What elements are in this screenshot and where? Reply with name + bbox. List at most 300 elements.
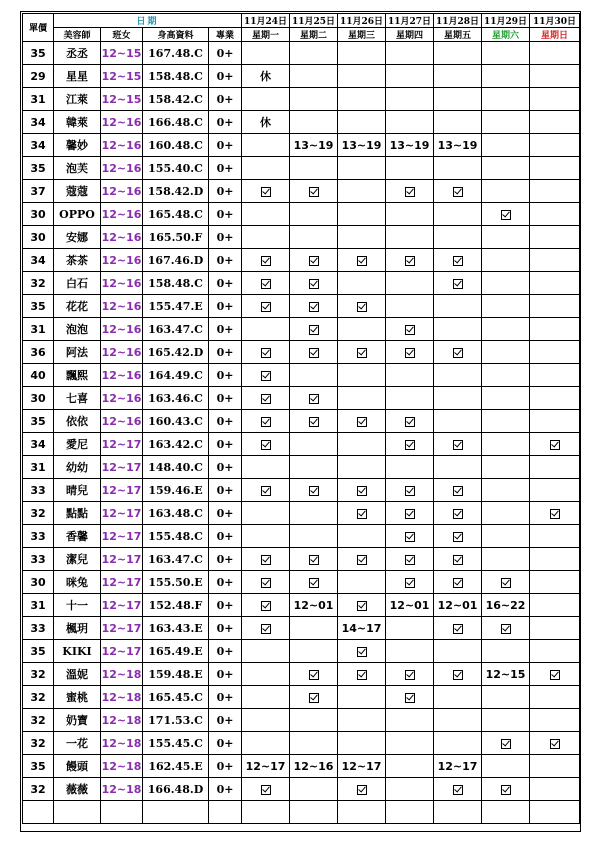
table-row (23, 203, 580, 226)
price-cell: 35 (23, 640, 54, 663)
check-box-icon (453, 486, 463, 496)
day-cell-sat (482, 502, 530, 525)
check-box-icon (357, 486, 367, 496)
day-cell-tue (290, 663, 338, 686)
height-cell: 165.45.C (143, 686, 209, 709)
height-cell: 162.45.E (143, 755, 209, 778)
height-cell: 165.42.D (143, 341, 209, 364)
specialty-cell: 0+ (209, 410, 242, 433)
check-box-icon (501, 785, 511, 795)
price-cell: 33 (23, 479, 54, 502)
table-row (23, 410, 580, 433)
height-cell: 163.43.E (143, 617, 209, 640)
day-cell-sat: 16~22 (482, 594, 530, 617)
day-cell-sun (530, 111, 580, 134)
day-cell-wed (338, 364, 386, 387)
class-cell: 12~16 (101, 341, 143, 364)
table-row (23, 617, 580, 640)
day-cell-mon: 12~17 (242, 755, 290, 778)
day-cell-fri (434, 525, 482, 548)
class-cell: 12~17 (101, 456, 143, 479)
day-cell-wed (338, 42, 386, 65)
day-cell-sat (482, 686, 530, 709)
class-cell: 12~17 (101, 640, 143, 663)
check-box-icon (405, 486, 415, 496)
height-cell: 152.48.F (143, 594, 209, 617)
table-row (23, 755, 580, 778)
day-cell-sat (482, 709, 530, 732)
table-row (23, 134, 580, 157)
stylist-name-cell (54, 801, 101, 824)
day-cell-mon (242, 594, 290, 617)
day-cell-thu (386, 456, 434, 479)
day-cell-mon (242, 548, 290, 571)
check-box-icon (453, 279, 463, 289)
stylist-name-cell: 江萊 (54, 88, 101, 111)
stylist-name-cell: 愛尼 (54, 433, 101, 456)
check-box-icon (550, 440, 560, 450)
class-cell (101, 801, 143, 824)
weekday-header-sun: 星期日 (530, 28, 580, 42)
table-row (23, 88, 580, 111)
day-cell-thu (386, 640, 434, 663)
price-cell: 32 (23, 663, 54, 686)
day-cell-mon (242, 479, 290, 502)
check-box-icon (357, 601, 367, 611)
day-cell-sat (482, 111, 530, 134)
date-header-mon: 11月24日 (242, 14, 290, 28)
day-cell-sat (482, 180, 530, 203)
class-cell: 12~16 (101, 134, 143, 157)
check-box-icon (550, 739, 560, 749)
day-cell-wed: 13~19 (338, 134, 386, 157)
class-cell: 12~16 (101, 295, 143, 318)
check-box-icon (405, 555, 415, 565)
day-cell-sun (530, 778, 580, 801)
class-cell: 12~16 (101, 249, 143, 272)
day-cell-tue (290, 571, 338, 594)
day-cell-thu (386, 479, 434, 502)
height-cell: 165.48.C (143, 203, 209, 226)
day-cell-tue (290, 433, 338, 456)
day-cell-mon (242, 571, 290, 594)
stylist-name-cell: 點點 (54, 502, 101, 525)
check-box-icon (405, 578, 415, 588)
day-cell-sun (530, 663, 580, 686)
day-cell-thu: 13~19 (386, 134, 434, 157)
table-row (23, 709, 580, 732)
day-cell-thu: 12~01 (386, 594, 434, 617)
day-cell-sun (530, 801, 580, 824)
table-row (23, 272, 580, 295)
table-row (23, 548, 580, 571)
table-row (23, 387, 580, 410)
day-cell-thu (386, 42, 434, 65)
day-cell-wed (338, 502, 386, 525)
check-box-icon (309, 555, 319, 565)
check-box-icon (453, 532, 463, 542)
check-box-icon (261, 578, 271, 588)
check-box-icon (453, 624, 463, 634)
price-cell: 31 (23, 456, 54, 479)
day-cell-sat (482, 157, 530, 180)
day-cell-wed (338, 295, 386, 318)
price-cell: 32 (23, 686, 54, 709)
price-cell: 35 (23, 410, 54, 433)
day-cell-sun (530, 341, 580, 364)
check-box-icon (453, 578, 463, 588)
stylist-name-cell: 香馨 (54, 525, 101, 548)
day-cell-thu (386, 801, 434, 824)
day-cell-sun (530, 203, 580, 226)
check-box-icon (405, 693, 415, 703)
day-cell-sun (530, 548, 580, 571)
day-cell-thu (386, 617, 434, 640)
stylist-name-cell: 白石 (54, 272, 101, 295)
day-cell-thu (386, 755, 434, 778)
day-cell-wed (338, 732, 386, 755)
day-cell-tue (290, 203, 338, 226)
height-cell: 163.46.C (143, 387, 209, 410)
schedule-body (23, 42, 580, 824)
day-cell-fri (434, 272, 482, 295)
day-cell-sun (530, 525, 580, 548)
day-cell-mon (242, 778, 290, 801)
height-cell: 155.47.E (143, 295, 209, 318)
day-cell-thu (386, 663, 434, 686)
day-cell-sat (482, 801, 530, 824)
specialty-cell: 0+ (209, 387, 242, 410)
day-cell-fri (434, 88, 482, 111)
check-box-icon (405, 348, 415, 358)
check-box-icon (453, 256, 463, 266)
day-cell-thu (386, 778, 434, 801)
day-cell-sun (530, 456, 580, 479)
stylist-name-cell: 饅頭 (54, 755, 101, 778)
day-cell-tue (290, 387, 338, 410)
table-row (23, 157, 580, 180)
day-cell-thu (386, 88, 434, 111)
class-cell: 12~17 (101, 594, 143, 617)
height-cell: 163.47.C (143, 318, 209, 341)
day-cell-mon (242, 663, 290, 686)
day-cell-sat (482, 732, 530, 755)
day-cell-fri: 12~17 (434, 755, 482, 778)
price-cell: 30 (23, 203, 54, 226)
height-cell: 159.48.E (143, 663, 209, 686)
check-box-icon (405, 256, 415, 266)
height-cell (143, 801, 209, 824)
date-header-thu: 11月27日 (386, 14, 434, 28)
class-cell: 12~17 (101, 571, 143, 594)
price-cell: 33 (23, 548, 54, 571)
day-cell-fri (434, 502, 482, 525)
day-cell-thu (386, 272, 434, 295)
day-cell-sat (482, 410, 530, 433)
date-header-tue: 11月25日 (290, 14, 338, 28)
specialty-cell: 0+ (209, 548, 242, 571)
check-box-icon (309, 578, 319, 588)
day-cell-fri (434, 433, 482, 456)
day-cell-wed (338, 686, 386, 709)
header-row-weekdays (23, 28, 580, 42)
day-cell-thu (386, 203, 434, 226)
day-cell-wed (338, 180, 386, 203)
day-cell-fri (434, 732, 482, 755)
price-cell: 35 (23, 42, 54, 65)
specialty-cell: 0+ (209, 88, 242, 111)
table-row (23, 341, 580, 364)
check-box-icon (309, 325, 319, 335)
specialty-cell (209, 801, 242, 824)
day-cell-sat (482, 295, 530, 318)
stylist-name-cell: 安娜 (54, 226, 101, 249)
check-box-icon (453, 348, 463, 358)
day-cell-sun (530, 410, 580, 433)
check-box-icon (309, 417, 319, 427)
day-cell-tue (290, 364, 338, 387)
class-cell: 12~18 (101, 755, 143, 778)
class-cell: 12~16 (101, 226, 143, 249)
day-cell-tue (290, 318, 338, 341)
price-cell: 30 (23, 571, 54, 594)
day-cell-sat (482, 640, 530, 663)
day-cell-sun (530, 272, 580, 295)
day-cell-wed (338, 387, 386, 410)
day-cell-wed (338, 433, 386, 456)
specialty-cell: 0+ (209, 272, 242, 295)
day-cell-fri (434, 364, 482, 387)
day-cell-wed (338, 318, 386, 341)
height-cell: 159.46.E (143, 479, 209, 502)
day-cell-wed (338, 157, 386, 180)
day-cell-fri (434, 456, 482, 479)
day-cell-tue: 12~16 (290, 755, 338, 778)
day-cell-fri (434, 203, 482, 226)
height-cell: 165.50.F (143, 226, 209, 249)
day-cell-sun (530, 755, 580, 778)
day-cell-tue (290, 778, 338, 801)
weekday-header-mon: 星期一 (242, 28, 290, 42)
day-cell-tue (290, 65, 338, 88)
day-cell-thu (386, 341, 434, 364)
check-box-icon (309, 486, 319, 496)
day-cell-thu (386, 525, 434, 548)
stylist-name-cell: 薇薇 (54, 778, 101, 801)
specialty-cell: 0+ (209, 295, 242, 318)
day-cell-sun (530, 295, 580, 318)
day-cell-sun (530, 433, 580, 456)
day-cell-tue (290, 180, 338, 203)
day-cell-thu (386, 548, 434, 571)
day-cell-thu (386, 571, 434, 594)
specialty-cell: 0+ (209, 433, 242, 456)
stylist-name-cell: 丞丞 (54, 42, 101, 65)
day-cell-sun (530, 42, 580, 65)
day-cell-tue (290, 479, 338, 502)
day-cell-sat (482, 778, 530, 801)
class-header: 班女 (101, 28, 143, 42)
day-cell-mon (242, 387, 290, 410)
check-box-icon (309, 693, 319, 703)
day-cell-mon (242, 617, 290, 640)
day-cell-sun (530, 640, 580, 663)
stylist-name-cell: KIKI (54, 640, 101, 663)
check-box-icon (550, 670, 560, 680)
check-box-icon (453, 440, 463, 450)
table-row (23, 456, 580, 479)
height-cell: 166.48.D (143, 778, 209, 801)
price-cell (23, 801, 54, 824)
price-cell: 36 (23, 341, 54, 364)
specialty-cell: 0+ (209, 456, 242, 479)
day-cell-sat (482, 88, 530, 111)
height-cell: 166.48.C (143, 111, 209, 134)
day-cell-sat: 12~15 (482, 663, 530, 686)
height-cell: 160.48.C (143, 134, 209, 157)
table-row (23, 433, 580, 456)
day-cell-wed (338, 594, 386, 617)
stylist-name-cell: 韓萊 (54, 111, 101, 134)
day-cell-tue (290, 502, 338, 525)
price-cell: 34 (23, 111, 54, 134)
day-cell-sun (530, 249, 580, 272)
check-box-icon (453, 670, 463, 680)
table-row (23, 594, 580, 617)
table-row (23, 318, 580, 341)
table-row (23, 663, 580, 686)
day-cell-sat (482, 387, 530, 410)
class-cell: 12~18 (101, 732, 143, 755)
day-cell-thu (386, 157, 434, 180)
stylist-name-cell: OPPO (54, 203, 101, 226)
day-cell-fri (434, 42, 482, 65)
table-row (23, 732, 580, 755)
day-cell-wed (338, 709, 386, 732)
day-cell-mon (242, 157, 290, 180)
day-cell-fri (434, 65, 482, 88)
day-cell-sun (530, 387, 580, 410)
day-cell-wed (338, 456, 386, 479)
check-box-icon (261, 394, 271, 404)
price-cell: 32 (23, 502, 54, 525)
class-cell: 12~18 (101, 709, 143, 732)
class-cell: 12~18 (101, 663, 143, 686)
day-cell-tue (290, 640, 338, 663)
price-cell: 33 (23, 525, 54, 548)
height-cell: 160.43.C (143, 410, 209, 433)
day-cell-mon (242, 249, 290, 272)
day-cell-wed (338, 525, 386, 548)
height-cell: 155.45.C (143, 732, 209, 755)
header-row-dates (23, 14, 580, 28)
check-box-icon (405, 532, 415, 542)
height-cell: 165.49.E (143, 640, 209, 663)
check-box-icon (501, 578, 511, 588)
specialty-cell: 0+ (209, 709, 242, 732)
day-cell-mon (242, 502, 290, 525)
day-cell-mon (242, 433, 290, 456)
height-cell: 164.49.C (143, 364, 209, 387)
day-cell-fri (434, 111, 482, 134)
class-cell: 12~18 (101, 778, 143, 801)
price-cell: 30 (23, 226, 54, 249)
day-cell-wed (338, 249, 386, 272)
day-cell-wed (338, 640, 386, 663)
day-cell-sat (482, 226, 530, 249)
class-cell: 12~16 (101, 203, 143, 226)
stylist-name-cell: 七喜 (54, 387, 101, 410)
day-cell-wed (338, 548, 386, 571)
day-cell-tue (290, 732, 338, 755)
price-cell: 34 (23, 249, 54, 272)
day-cell-tue (290, 157, 338, 180)
price-cell: 32 (23, 709, 54, 732)
day-cell-thu (386, 686, 434, 709)
day-cell-sun (530, 364, 580, 387)
day-cell-thu (386, 433, 434, 456)
check-box-icon (261, 555, 271, 565)
specialty-cell: 0+ (209, 111, 242, 134)
day-cell-fri (434, 617, 482, 640)
day-cell-fri (434, 410, 482, 433)
table-row (23, 502, 580, 525)
class-cell: 12~16 (101, 111, 143, 134)
specialty-cell: 0+ (209, 640, 242, 663)
specialty-cell: 0+ (209, 341, 242, 364)
day-cell-fri (434, 249, 482, 272)
check-box-icon (405, 325, 415, 335)
day-cell-tue (290, 709, 338, 732)
stylist-name-cell: 奶寶 (54, 709, 101, 732)
check-box-icon (405, 417, 415, 427)
stylist-name-cell: 阿法 (54, 341, 101, 364)
stylist-name-cell: 泡芙 (54, 157, 101, 180)
day-cell-mon: 休 (242, 111, 290, 134)
day-cell-sat (482, 203, 530, 226)
class-cell: 12~17 (101, 525, 143, 548)
class-cell: 12~16 (101, 157, 143, 180)
day-cell-fri: 12~01 (434, 594, 482, 617)
day-cell-mon (242, 456, 290, 479)
day-cell-sun (530, 134, 580, 157)
class-cell: 12~17 (101, 433, 143, 456)
day-cell-tue (290, 525, 338, 548)
height-cell: 167.46.D (143, 249, 209, 272)
day-cell-sun (530, 479, 580, 502)
table-row (23, 640, 580, 663)
specialty-cell: 0+ (209, 249, 242, 272)
specialty-header: 專業 (209, 28, 242, 42)
day-cell-sat (482, 479, 530, 502)
height-header: 身高資料 (143, 28, 209, 42)
stylist-name-cell: 蜜桃 (54, 686, 101, 709)
day-cell-mon: 休 (242, 65, 290, 88)
day-cell-tue: 12~01 (290, 594, 338, 617)
price-cell: 31 (23, 318, 54, 341)
height-cell: 155.40.C (143, 157, 209, 180)
table-row (23, 180, 580, 203)
day-cell-thu (386, 732, 434, 755)
price-cell: 32 (23, 732, 54, 755)
stylist-name-cell: 楓玥 (54, 617, 101, 640)
price-cell: 32 (23, 272, 54, 295)
height-cell: 155.50.E (143, 571, 209, 594)
check-box-icon (261, 256, 271, 266)
check-box-icon (453, 785, 463, 795)
day-cell-wed (338, 341, 386, 364)
day-cell-sat (482, 318, 530, 341)
